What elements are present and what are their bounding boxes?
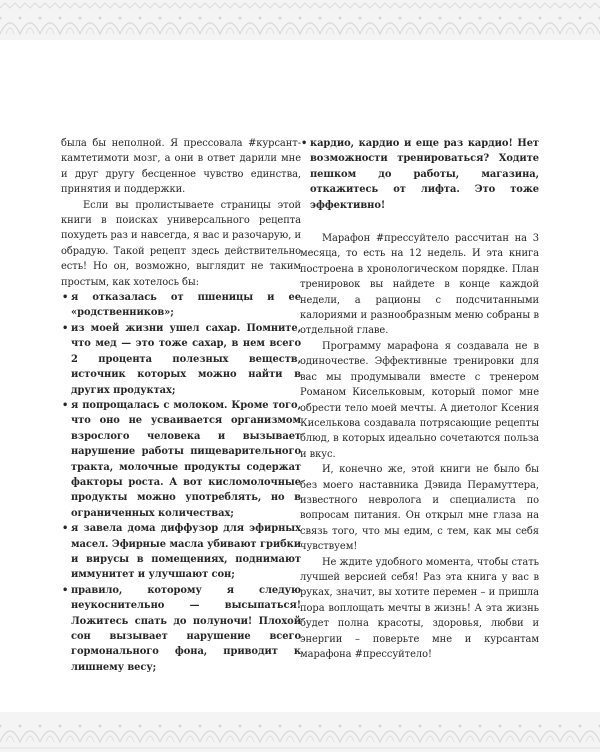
bullet-text: правило, которому я следую неукоснительно — высыпаться! Ложитесь спать до полуночи! Плохой сон вызывает нарушение всего гормонального фона, приводит к лишнему весу; xyxy=(71,584,301,673)
top-ornament-pattern xyxy=(0,0,600,40)
bullet-item xyxy=(61,583,301,675)
bullet-item xyxy=(61,521,301,583)
left-bullet-list xyxy=(61,290,301,675)
right-paragraph-4: Не ждите удобного момента, чтобы стать лучшей версией себя! Раз эта книга у вас в руках, значит, вы хотите перемен – и пришла пора воплощать мечты в жизнь! А эта жизнь будет полна красоты, здоровья, любви и энергии – поверьте мне и курсантам марафона #прессуйтело! xyxy=(300,556,539,660)
right-paragraph-3: И, конечно же, этой книги не было бы без моего наставника Дэвида Перамуттера, известного невролога и специалиста по вопросам питания. Он открыл мне глаза на связь того, что мы едим, с тем, как мы себя чувствуем! xyxy=(300,464,539,553)
right-paragraph-1: Марафон #прессуйтело рассчитан на 3 месяца, то есть на 12 недель. И эта книга построена в хронологическом порядке. План тренировок вы найдете в конце каждой недели, а рационы с подсчитанными калориями и разнообразным меню собраны в отдельной главе. xyxy=(300,233,539,337)
top-ornament-border xyxy=(0,0,600,40)
bullet-item xyxy=(300,136,539,213)
right-column xyxy=(300,136,539,662)
bullet-item xyxy=(61,290,301,321)
right-bullet-list xyxy=(300,136,539,213)
right-paragraph-2: Программу марафона я создавала не в одиночестве. Эффективные тренировки для вас мы продумывали вместе с тренером Романом Кисельковым, который помог мне обрести тело моей мечты. А диетолог Ксения Киселькова создавала потрясающие рецепты блюд, в которых идеально сочетаются польза и вкус. xyxy=(300,340,539,460)
bullet-text: я попрощалась с молоком. Кроме того, что оно не усваивается организмом взрослого человека и вызывает нарушение работы пищеварительного тракта, молочные продукты содержат факторы роста. А вот кисломолочные продукты можно употреблять, но в ограниченных количествах; xyxy=(71,399,301,519)
bullet-item xyxy=(61,398,301,521)
bottom-ornament-border xyxy=(0,712,600,752)
bottom-ornament-pattern xyxy=(0,712,600,752)
bullet-item xyxy=(61,321,301,398)
bullet-text: кардио, кардио и еще раз кардио! Нет возможности тренироваться? Ходите пешком до работы, магазина, откажитесь от лифта. Это тоже эффективно! xyxy=(310,138,539,211)
spacer xyxy=(300,213,539,231)
bullet-text: я завела дома диффузор для эфирных масел. Эфирные масла убивают грибки и вирусы в помещениях, поднимают иммунитет и улучшают сон; xyxy=(71,523,301,581)
left-paragraph-1: была бы неполной. Я прессовала #курсант-камтетимоти мозг, а они в ответ дарили мне и друг другу бесценное чувство единства, принятия и поддержки. xyxy=(61,138,301,196)
left-paragraph-2: Если вы пролистываете страницы этой книги в поисках универсального рецепта похудеть раз и навсегда, я вас и разочарую, и обрадую. Такой рецепт здесь действительно есть! Но он, возможно, выглядит не таким простым, как хотелось бы: xyxy=(61,199,301,288)
left-column xyxy=(61,136,301,675)
bullet-text: я отказалась от пшеницы и ее «родственников»; xyxy=(71,292,301,319)
bullet-text: из моей жизни ушел сахар. Помните, что мед — это тоже сахар, в нем всего 2 процента полезных веществ, источник которых можно найти в других продуктах; xyxy=(71,322,301,396)
